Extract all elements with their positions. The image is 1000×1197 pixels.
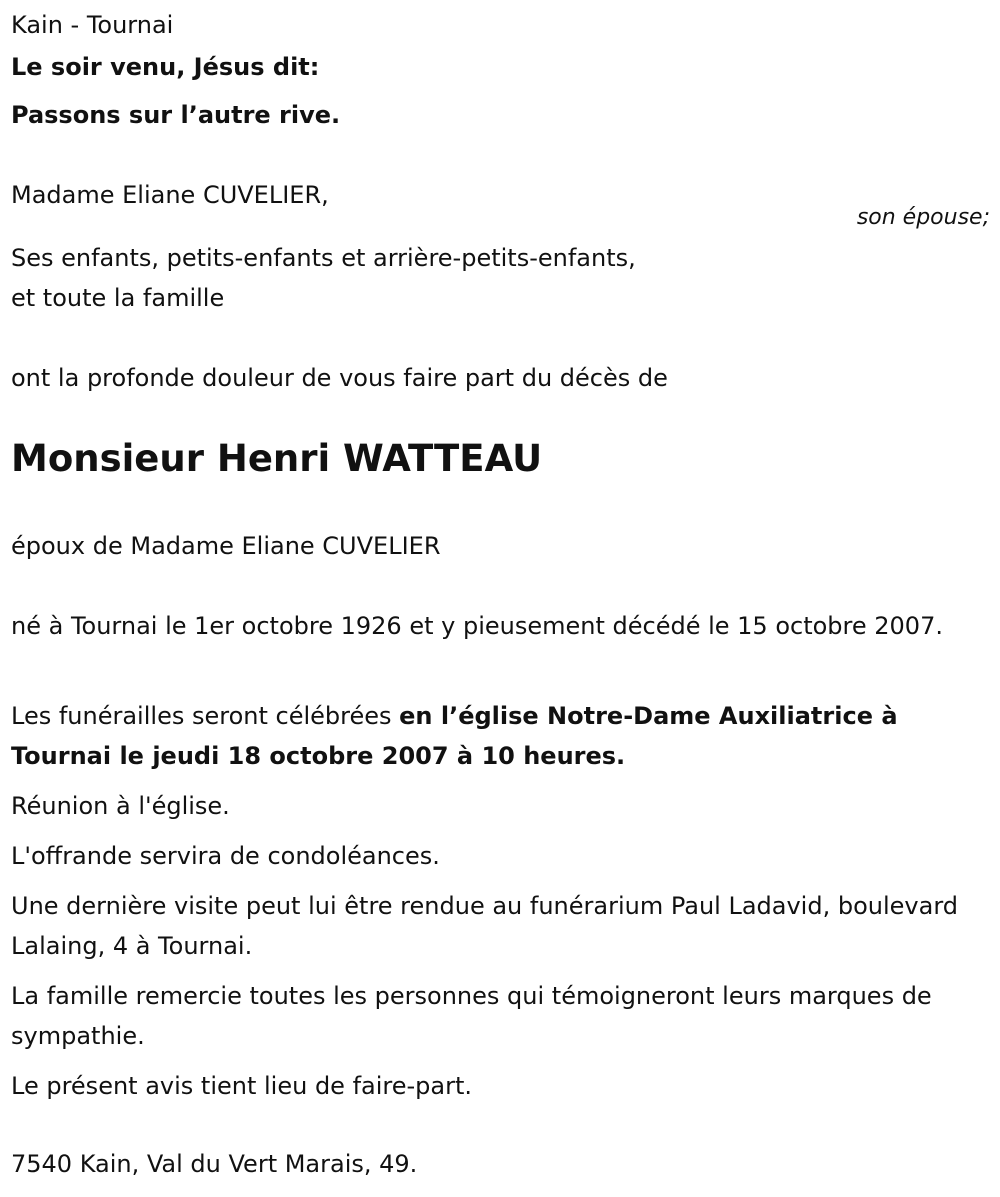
notice-note: Le présent avis tient lieu de faire-part. <box>11 1072 473 1100</box>
verse-line-2: Passons sur l’autre rive. <box>11 101 341 129</box>
deceased-name: Monsieur Henri WATTEAU <box>11 437 543 480</box>
funeral-intro: Les funérailles seront célébrées <box>11 702 400 730</box>
children-line: Ses enfants, petits-enfants et arrière-petits-enfants, <box>11 244 636 272</box>
funeral-details: en l’église Notre-Dame Auxiliatrice à Tournai le jeudi 18 octobre 2007 à 10 heures. <box>11 702 898 770</box>
family-line: et toute la famille <box>11 284 225 312</box>
spouse-of-line: époux de Madame Eliane CUVELIER <box>11 532 441 560</box>
verse-line-1: Le soir venu, Jésus dit: <box>11 53 320 81</box>
spouse-role: son épouse; <box>856 205 990 230</box>
address: 7540 Kain, Val du Vert Marais, 49. <box>11 1150 418 1178</box>
meeting-note: Réunion à l'église. <box>11 792 230 820</box>
offering-note: L'offrande servira de condoléances. <box>11 842 440 870</box>
announcement-text: ont la profonde douleur de vous faire part du décès de <box>11 364 668 392</box>
funeral-paragraph <box>11 696 961 776</box>
visit-note: Une dernière visite peut lui être rendue au funérarium Paul Ladavid, boulevard Lalaing, 4 à Tournai. <box>11 892 958 960</box>
birth-death-paragraph: né à Tournai le 1er octobre 1926 et y pieusement décédé le 15 octobre 2007. <box>11 612 943 640</box>
location-header: Kain - Tournai <box>11 11 174 39</box>
thanks-note: La famille remercie toutes les personnes qui témoigneront leurs marques de sympathie. <box>11 982 932 1050</box>
spouse-name: Madame Eliane CUVELIER, <box>11 181 329 209</box>
